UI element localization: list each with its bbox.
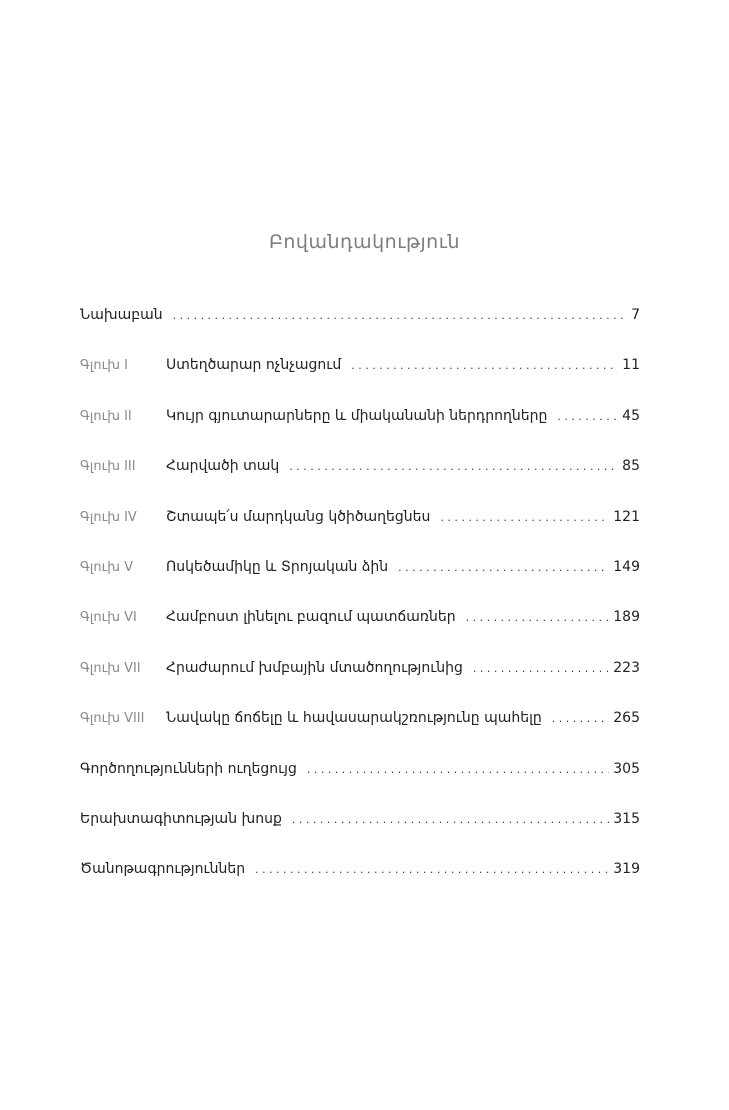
toc-entry-title: Հրաժարում խմբային մտածողությունից bbox=[166, 659, 463, 676]
toc-entry-title: Շտապե՛ս մարդկանց կծիծաղեցնես bbox=[166, 508, 431, 525]
toc-entry-title: Համբոստ լինելու բազում պատճառներ bbox=[166, 609, 456, 626]
dot-leader bbox=[557, 410, 618, 423]
toc-entry-page: 149 bbox=[613, 558, 640, 575]
toc-entry-chapter-label: Գլուխ VIII bbox=[80, 711, 145, 727]
toc-entry-chapter-1[interactable] bbox=[80, 357, 640, 382]
toc-entry-title: Նավակը ճոճելը և հավասարակշռությունը պահելը bbox=[166, 710, 542, 727]
toc-entry-page: 11 bbox=[622, 357, 640, 374]
toc-entry-page: 223 bbox=[613, 659, 640, 676]
toc-entry-chapter-label: Գլուխ VI bbox=[80, 610, 137, 626]
dot-leader bbox=[292, 813, 609, 826]
toc-entry-title: Ստեղծարար ոչնչացում bbox=[166, 357, 342, 374]
dot-leader bbox=[173, 309, 627, 322]
toc-entry-page: 265 bbox=[613, 710, 640, 727]
toc-entry-title: Երախտագիտության խոսք bbox=[80, 810, 282, 827]
dot-leader bbox=[466, 611, 610, 624]
toc-entry-title: Կույր գյուտարարները և միականանի ներդրողները bbox=[166, 407, 548, 424]
toc-entry-title: Նախաբան bbox=[80, 307, 163, 323]
toc-entry-notes[interactable] bbox=[80, 861, 640, 886]
toc-entry-title: Գործողությունների ուղեցույց bbox=[80, 760, 297, 777]
toc-entry-acknowledgements[interactable] bbox=[80, 811, 640, 836]
toc-entry-chapter-3[interactable] bbox=[80, 458, 640, 483]
dot-leader bbox=[473, 662, 609, 675]
toc-entry-chapter-8[interactable] bbox=[80, 710, 640, 735]
toc-entry-chapter-label: Գլուխ IV bbox=[80, 509, 137, 525]
toc-entry-chapter-2[interactable] bbox=[80, 408, 640, 433]
toc-entry-chapter-label: Գլուխ III bbox=[80, 459, 136, 475]
toc-entry-chapter-5[interactable] bbox=[80, 559, 640, 584]
toc-entry-chapter-label: Գլուխ I bbox=[80, 358, 128, 374]
dot-leader bbox=[289, 460, 618, 473]
dot-leader bbox=[398, 561, 609, 574]
toc-entry-title: Հարվածի տակ bbox=[166, 458, 280, 475]
dot-leader bbox=[307, 763, 609, 776]
dot-leader bbox=[552, 712, 610, 725]
toc-entry-page: 85 bbox=[622, 458, 640, 475]
toc-entry-page: 45 bbox=[622, 407, 640, 424]
toc-entry-chapter-6[interactable] bbox=[80, 609, 640, 634]
toc-entry-chapter-4[interactable] bbox=[80, 509, 640, 534]
table-of-contents bbox=[80, 307, 640, 912]
toc-entry-page: 319 bbox=[613, 861, 640, 878]
toc-entry-page: 121 bbox=[613, 508, 640, 525]
toc-entry-title: Ոսկեծամիկը և Տրոյական ձին bbox=[166, 558, 389, 575]
dot-leader bbox=[255, 863, 609, 876]
toc-entry-action-guide[interactable] bbox=[80, 761, 640, 786]
toc-entry-page: 189 bbox=[613, 609, 640, 626]
toc-entry-title: Ծանոթագրություններ bbox=[80, 861, 246, 878]
dot-leader bbox=[351, 359, 618, 372]
dot-leader bbox=[440, 511, 609, 524]
toc-entry-page: 315 bbox=[613, 810, 640, 827]
toc-heading: Բովանդակություն bbox=[268, 231, 460, 253]
toc-entry-chapter-7[interactable] bbox=[80, 660, 640, 685]
toc-entry-chapter-label: Գլուխ VII bbox=[80, 660, 141, 676]
toc-entry-page: 7 bbox=[631, 307, 640, 323]
toc-entry-page: 305 bbox=[613, 760, 640, 777]
toc-entry-chapter-label: Գլուխ II bbox=[80, 408, 132, 424]
toc-entry-chapter-label: Գլուխ V bbox=[80, 559, 133, 575]
toc-entry-preface[interactable] bbox=[80, 307, 640, 332]
